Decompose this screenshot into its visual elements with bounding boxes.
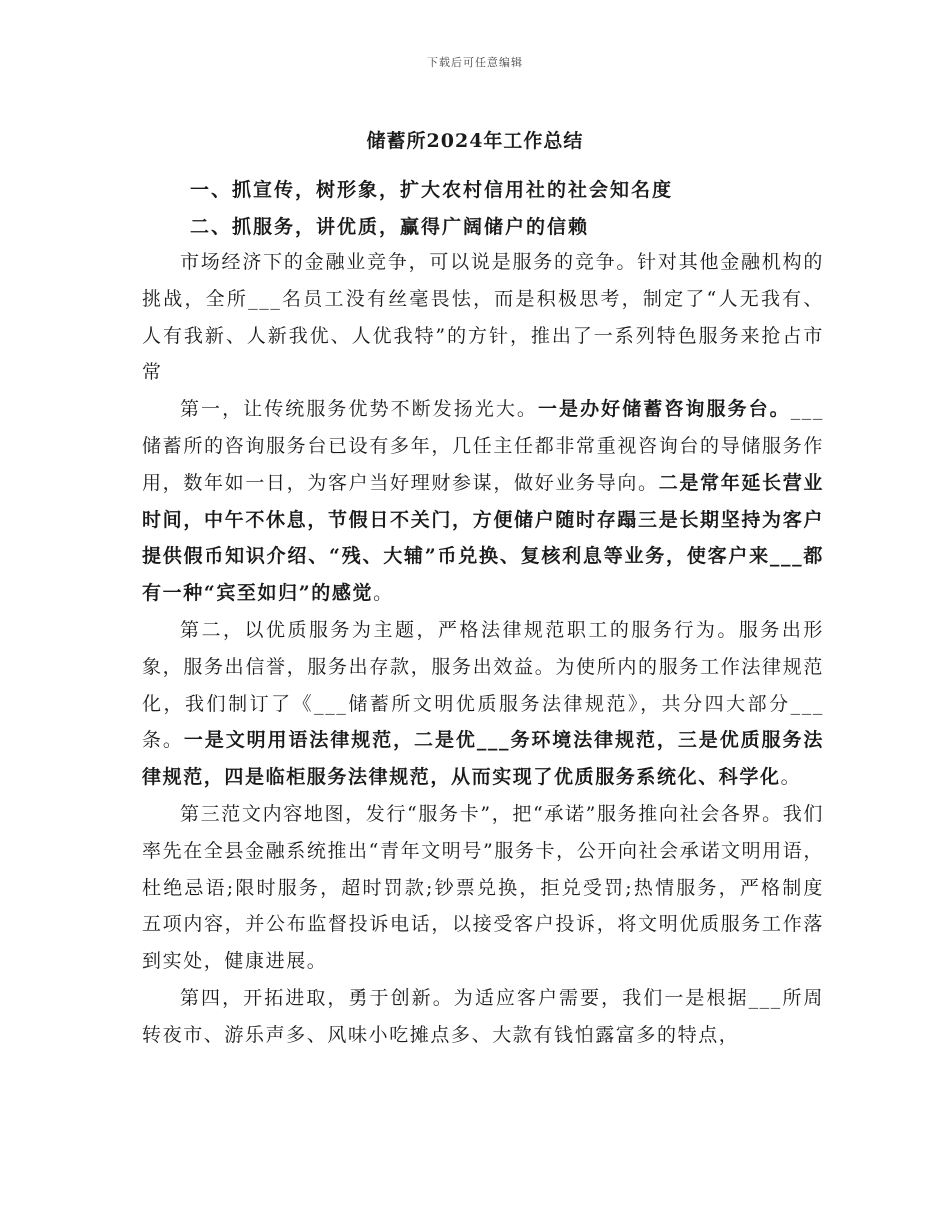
- text-segment: 第一，让传统服务优势不断发扬光大。: [180, 398, 538, 421]
- section-heading-2: 二、抓服务，讲优质，赢得广阔储户的信赖: [190, 216, 590, 238]
- paragraph-fourth-point: [142, 980, 824, 1054]
- text-segment: 第四，开拓进取，勇于创新。为适应客户需要，我们一是根据___所周转夜市、游乐声多、风味小吃摊点多、大款有钱怕露富多的特点，: [142, 986, 824, 1046]
- bold-text-segment: 一是文明用语法律规范，二是优___务环境法律规范，三是优质服务法律规范，四是临柜服务法律规范，从而实现了优质服务系统化、科学化: [142, 729, 825, 789]
- paragraph-market-competition: [142, 244, 824, 391]
- section-heading-1: 一、抓宣传，树形象，扩大农村信用社的社会知名度: [190, 179, 674, 201]
- paragraph-third-point: [142, 796, 824, 980]
- text-segment: 市场经济下的金融业竞争，可以说是服务的竞争。针对其他金融机构的挑战，全所___名员工没有丝毫畏怯，而是积极思考，制定了“人无我有、人有我新、人新我优、人优我特”的方针，推出了一系列特色服务来抢占市常: [142, 251, 824, 384]
- document-body: [142, 244, 824, 1054]
- bold-text-segment: 二是常年延长营业时间，中午不休息，节假日不关门，方便储户随时存蹋三是长期坚持为客户提供假币知识介绍、“残、大辅”币兑换、复核利息等业务，使客户来___都有一种“宾至如归”的感觉: [142, 471, 824, 605]
- page-header-note: 下载后可任意编辑: [427, 56, 523, 69]
- paragraph-second-point: [142, 612, 824, 796]
- text-segment: 第三范文内容地图，发行“服务卡”，把“承诺”服务推向社会各界。我们率先在全县金融系统推出“青年文明号”服务卡，公开向社会承诺文明用语，杜绝忌语;限时服务，超时罚款;钞票兑换，拒兑受罚;热情服务，严格制度五项内容，并公布监督投诉电话，以接受客户投诉，将文明优质服务工作落到实处，健康进展。: [142, 802, 824, 973]
- text-segment: ___储蓄所的咨询服务台已设有多年，几任主任都非常重视咨询台的导储服务作用，数年如一日，为客户当好理财参谋，做好业务导向。: [142, 398, 825, 494]
- document-title: 储蓄所2024年工作总结: [366, 130, 584, 152]
- text-segment: 第二，以优质服务为主题，严格法律规范职工的服务行为。服务出形象，服务出信誉，服务出存款，服务出效益。为使所内的服务工作法律规范化，我们制订了《___储蓄所文明优质服务法律规范》，共分四大部分___条。: [142, 618, 824, 752]
- paragraph-first-point: [142, 391, 824, 612]
- text-segment: 。: [780, 766, 802, 789]
- text-segment: 。: [373, 582, 394, 605]
- bold-text-segment: 一是办好储蓄咨询服务台。: [538, 398, 791, 421]
